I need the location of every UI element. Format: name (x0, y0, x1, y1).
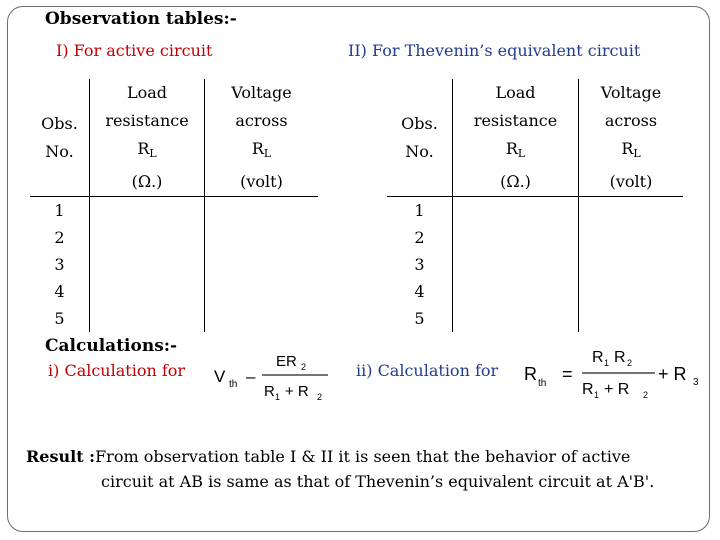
voltage-cell (579, 197, 684, 225)
eq1-num-sub: 2 (301, 362, 307, 372)
voltage-cell (205, 251, 319, 278)
voltage-cell (579, 251, 684, 278)
eq2-lhs-sub: th (538, 378, 547, 389)
table-row: 1 (387, 197, 683, 225)
eq1-den-a: R (264, 383, 275, 400)
observation-table-active (30, 79, 318, 332)
observation-table-thevenin (387, 79, 683, 332)
eq2-equals: = (562, 364, 573, 384)
eq2-den-b-sub: 2 (643, 390, 649, 400)
voltage-cell (579, 305, 684, 332)
eq1-den-b-sub: 2 (317, 392, 323, 402)
eq1-den-a-sub: 1 (275, 392, 281, 402)
voltage-cell (205, 278, 319, 305)
header-load-resistance: Load resistance $R_L$ (Ω.) (90, 79, 205, 197)
voltage-cell (205, 305, 319, 332)
voltage-cell (579, 224, 684, 251)
eq1-lhs-sub: th (229, 379, 238, 390)
header-obs-no: Obs. No. (387, 79, 453, 197)
load-cell (453, 224, 579, 251)
section-active-circuit-label: I) For active circuit (56, 41, 213, 60)
table-row: 4 (30, 278, 318, 305)
eq2-tail-sub: 3 (693, 377, 699, 388)
result-line-1: From observation table I & II it is seen that the behavior of active (95, 447, 631, 466)
load-cell (90, 305, 205, 332)
header-load-resistance: Load resistance $R_L$ (Ω.) (453, 79, 579, 197)
eq2-den-a: R (582, 381, 594, 398)
section-thevenin-label: II) For Thevenin’s equivalent circuit (348, 41, 641, 60)
load-cell (453, 278, 579, 305)
eq1-lhs: V (214, 367, 226, 386)
load-cell (90, 224, 205, 251)
load-cell (90, 251, 205, 278)
load-cell (453, 305, 579, 332)
calculations-heading: Calculations:- (45, 336, 178, 356)
load-cell (453, 197, 579, 225)
rth-formula (520, 342, 705, 404)
eq2-den-plus: + R (604, 381, 630, 398)
load-cell (90, 197, 205, 225)
eq2-den-a-sub: 1 (594, 390, 600, 400)
table-row: 2 (30, 224, 318, 251)
load-cell (90, 278, 205, 305)
page-title: Observation tables:- (45, 9, 237, 29)
header-obs-no: Obs. No. (30, 79, 90, 197)
eq1-numerator: ER (276, 353, 297, 370)
table-row: 5 (30, 305, 318, 332)
calc-rth-label: ii) Calculation for (356, 361, 499, 380)
table-row: 1 (30, 197, 318, 225)
eq2-num-b: R (614, 349, 626, 366)
table-header-row (30, 79, 318, 197)
header-voltage: Voltage across $R_L$ (volt) (579, 79, 684, 197)
voltage-cell (205, 224, 319, 251)
result-label: Result : (26, 447, 96, 466)
eq1-minus: – (246, 367, 256, 386)
eq2-tail: + R (658, 364, 687, 384)
eq2-lhs: R (524, 364, 537, 384)
table-row: 5 (387, 305, 683, 332)
eq2-num-a: R (592, 349, 604, 366)
eq1-den-plus: + R (285, 383, 309, 400)
load-cell (453, 251, 579, 278)
result-text (26, 444, 654, 494)
eq2-num-b-sub: 2 (627, 358, 633, 368)
header-voltage: Voltage across $R_L$ (volt) (205, 79, 319, 197)
result-line-2: circuit at AB is same as that of Thevenin’s equivalent circuit at A'B'. (101, 472, 655, 491)
table-header-row (387, 79, 683, 197)
table-row: 4 (387, 278, 683, 305)
table-row: 3 (387, 251, 683, 278)
voltage-cell (205, 197, 319, 225)
table-row: 3 (30, 251, 318, 278)
calc-vth-label: i) Calculation for (48, 361, 186, 380)
table-row: 2 (387, 224, 683, 251)
vth-formula (210, 342, 335, 404)
voltage-cell (579, 278, 684, 305)
eq2-num-a-sub: 1 (604, 358, 610, 368)
